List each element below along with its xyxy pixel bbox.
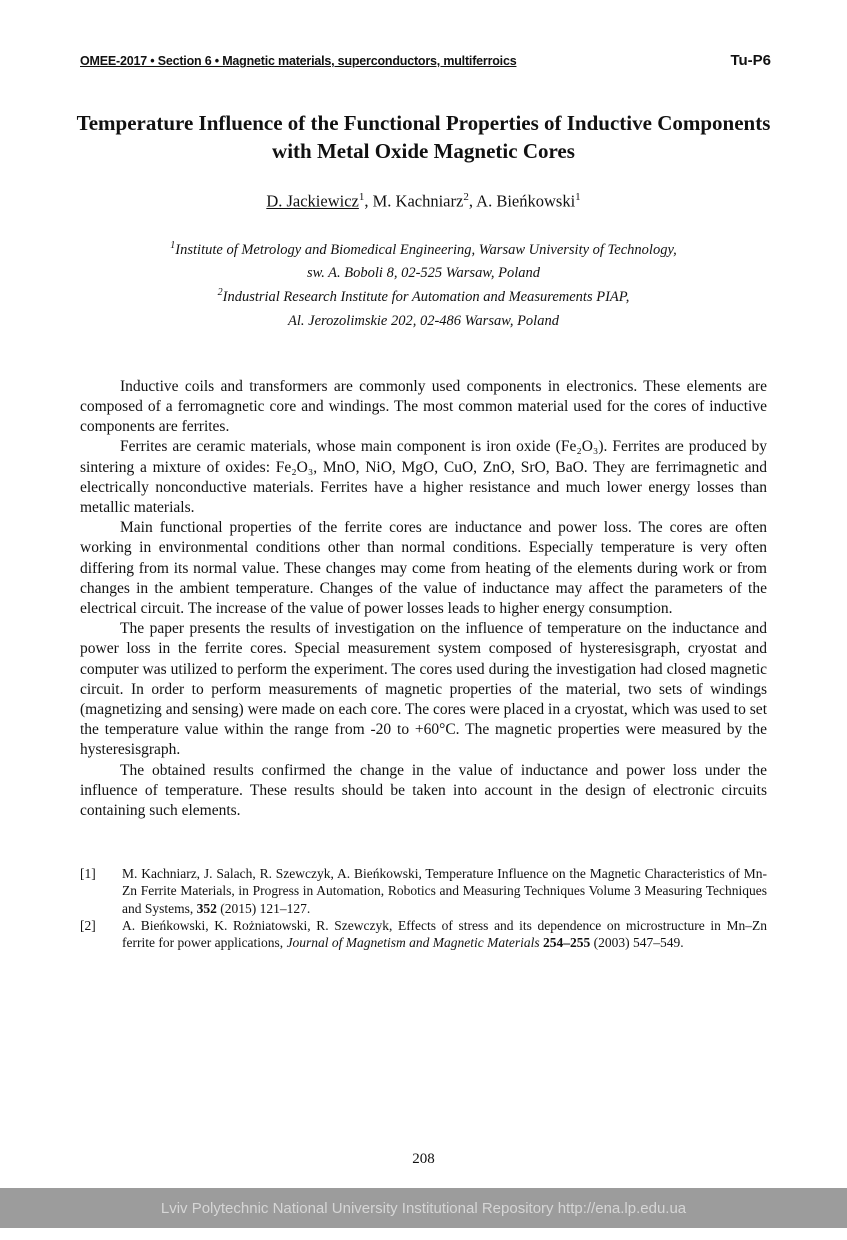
repository-footer (0, 1188, 847, 1228)
author-3: A. Bieńkowski (476, 191, 576, 211)
author-3-affiliation-mark: 1 (575, 191, 581, 203)
reference-text (122, 917, 767, 951)
reference-journal: Journal of Magnetism and Magnetic Materials (286, 935, 544, 951)
affiliation-text: Industrial Research Institute for Automation and Measurements PIAP, (222, 288, 630, 305)
affiliation-mark: 2 (217, 287, 223, 299)
header-paper-code: Tu-P6 (730, 52, 771, 69)
author-separator-2: , (468, 191, 477, 211)
reference-label: [1] (80, 866, 96, 882)
reference-pages: (2003) 547–549. (590, 935, 684, 951)
abstract-paragraph: The obtained results confirmed the change in the value of inductance and power loss under the influence of temperature. These results should be taken into account in the design of electronic circuits containing such elements. (80, 761, 767, 820)
affiliation-text: Institute of Metrology and Biomedical Engineering, Warsaw University of Technology, (175, 241, 677, 258)
affiliation-line (0, 236, 847, 260)
references (80, 865, 767, 951)
author-separator-1: , (364, 191, 373, 211)
header-section-title: OMEE-2017 • Section 6 • Magnetic materials, superconductors, multiferroics (80, 54, 517, 68)
reference-volume: 254–255 (543, 935, 591, 951)
abstract-paragraph: Ferrites are ceramic materials, whose main component is iron oxide (Fe₂O₃). Ferrites are produced by sintering a mixture of oxides: Fe₂O₃, MnO, NiO, MgO, CuO, ZnO, SrO, BaO. They are ferrimagnetic and electrically nonconductive materials. Ferrites have a higher resistance and much lower energy losses than metallic materials. (80, 438, 767, 517)
reference-pages: (2015) 121–127. (216, 900, 311, 916)
repository-footer-text: Lviv Polytechnic National University Institutional Repository http://ena.lp.edu.ua (160, 1199, 687, 1217)
reference-volume: 352 (196, 900, 217, 916)
affiliation-text: sw. A. Boboli 8, 02-525 Warsaw, Poland (306, 265, 541, 282)
affiliation-line (0, 259, 847, 283)
reference-citation: M. Kachniarz, J. Salach, R. Szewczyk, A. Bieńkowski, Temperature Influence on the Magnetic Characteristics of Mn-Zn Ferrite Materials, in Progress in Automation, Robotics and Measuring Techniques Volume 3 Measuring Techniques and Systems, (122, 866, 767, 916)
abstract-paragraph: Main functional properties of the ferrite cores are inductance and power loss. The cores are often working in environmental conditions other than normal conditions. Especially temperature is very often differing from its normal value. These changes may come from heating of the elements during work or from changes in the ambient temperature. Changes of the value of inductance may affect the parameters of the electrical circuit. The increase of the value of power losses leads to higher energy consumption. (80, 519, 767, 618)
abstract-body (80, 377, 767, 821)
reference-citation: A. Bieńkowski, K. Rożniatowski, R. Szewczyk, Effects of stress and its dependence on microstructure in Mn–Zn ferrite for power applications, (122, 917, 767, 951)
affiliations (0, 236, 847, 331)
affiliation-line (0, 307, 847, 331)
reference-label: [2] (80, 917, 96, 933)
affiliation-line (0, 283, 847, 307)
abstract-paragraph: The paper presents the results of investigation on the influence of temperature on the inductance and power loss in the ferrite cores. Special measurement system composed of hysteresisgraph, cryostat and computer was utilized to perform the experiment. The cores used during the investigation had closed magnetic circuit. In order to perform measurements of magnetic properties of the material, two sets of windings (magnetizing and sensing) were made on each core. The cores were placed in a cryostat, which was used to set the temperature value within the range from -20 to +60°C. The magnetic properties were measured by the hysteresisgraph. (80, 620, 767, 759)
author-2: M. Kachniarz (372, 191, 464, 211)
reference-text (122, 865, 767, 917)
author-1: D. Jackiewicz (266, 191, 359, 211)
authors-line (0, 191, 847, 212)
author-1-affiliation-mark: 1 (358, 191, 365, 203)
page-number: 208 (412, 1151, 435, 1167)
author-2-affiliation-mark: 2 (463, 191, 469, 203)
abstract-paragraph: Inductive coils and transformers are commonly used components in electronics. These elements are composed of a ferromagnetic core and windings. The most common material used for the cores of inductive components are ferrites. (80, 377, 767, 436)
paper-title: Temperature Influence of the Functional Properties of Inductive Components with Metal Oxide Magnetic Cores (76, 111, 771, 163)
page-header (80, 52, 771, 69)
reference-item (80, 865, 767, 917)
affiliation-text: Al. Jerozolimskie 202, 02-486 Warsaw, Poland (288, 312, 559, 329)
affiliation-mark: 1 (170, 239, 176, 251)
reference-item (80, 917, 767, 951)
